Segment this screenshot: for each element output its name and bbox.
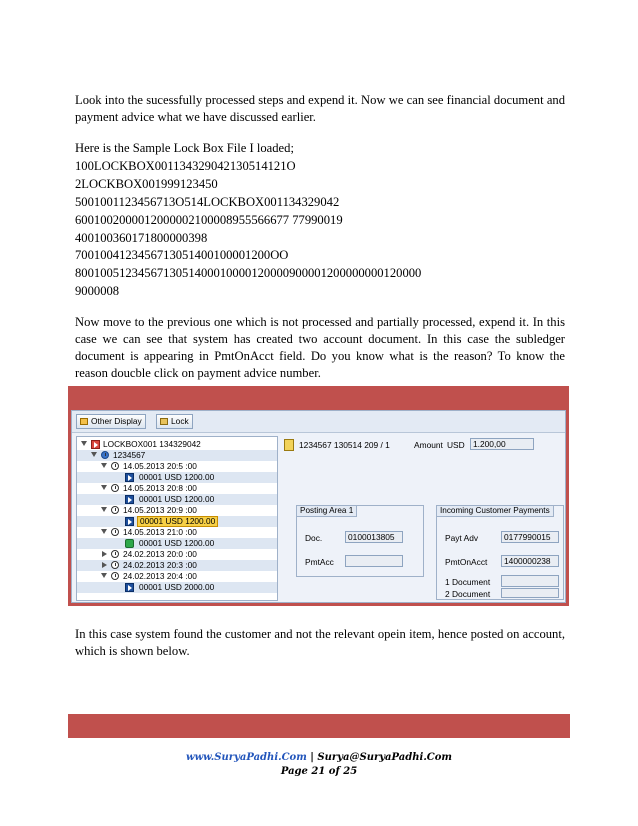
green-status-icon [125,539,134,548]
tree-node[interactable]: 14.05.2013 20:5 :00 [77,461,277,472]
intro-paragraph: Look into the sucessfully processed steps and expend it. Now we can see financial document and payment advice what we have discussed earlier. [75,93,565,124]
sample-line: 8001005123456713051400010000120000900001200000000120000 [75,266,422,281]
clock-icon [111,572,119,580]
clock-icon [111,484,119,492]
clock-icon [111,550,119,558]
display-icon [80,418,88,425]
tree-node[interactable]: 14.05.2013 20:8 :00 [77,483,277,494]
sap-toolbar [72,411,565,433]
lockbox-icon [91,440,100,449]
website-link[interactable]: www.SuryaPadhi.Com [185,752,307,763]
sample-line: 7001004123456713051400100001200OO [75,248,289,263]
explanation-paragraph: Now move to the previous one which is not processed and partially processed, expend it. In this case we can see that system has created two account document. In this case the subledger document is appearing in PmtOnAcct field. Do you know what is the reason? To know the reason doucble click on payment advice number. [75,315,565,380]
sample-line: 100LOCKBOX001134329042130514121O [75,158,296,173]
tree-node[interactable]: 14.05.2013 20:9 :00 [77,505,277,516]
doc1-label: 1 Document [445,577,491,587]
currency-label: USD [447,440,465,450]
amount-label: Amount [414,440,443,450]
expand-toggle-icon[interactable] [101,485,107,490]
sap-screenshot [68,386,569,606]
doc-field[interactable]: 0100013805 [345,531,403,543]
other-display-button[interactable]: Other Display [76,414,146,429]
tree-node[interactable]: 14.05.2013 21:0 :00 [77,527,277,538]
sap-window [71,410,566,603]
sample-line: 5001001123456713O514LOCKBOX001134329042 [75,194,340,209]
document-icon [284,439,294,451]
footer-line [0,752,638,763]
expand-toggle-icon[interactable] [101,507,107,512]
clock-icon [111,528,119,536]
document-icon [125,473,134,482]
email-link[interactable]: Surya@SuryaPadhi.Com [317,752,453,763]
footer-separator: | [306,752,318,763]
tree-node[interactable]: 00001 USD 1200.00 [77,472,277,483]
collapse-toggle-icon[interactable] [102,562,107,568]
tree-node[interactable]: 24.02.2013 20:0 :00 [77,549,277,560]
expand-toggle-icon[interactable] [101,573,107,578]
lockbox-tree [76,436,278,601]
paytadv-label: Payt Adv [445,533,479,543]
footer-bar [68,714,570,738]
tree-node[interactable]: 24.02.2013 20:3 :00 [77,560,277,571]
sample-intro: Here is the Sample Lock Box File I loaded; [75,141,294,155]
tree-node[interactable]: 00001 USD 1200.00 [77,538,277,549]
conclusion-paragraph: In this case system found the customer and not the relevant opein item, hence posted on account, which is shown below. [75,627,565,658]
collapse-toggle-icon[interactable] [102,551,107,557]
lock-icon [160,418,168,425]
doc1-field[interactable] [501,575,559,587]
posting-area-title: Posting Area 1 [296,505,357,517]
document-icon [125,583,134,592]
incoming-payments-title: Incoming Customer Payments [436,505,554,517]
sample-file-block [75,140,565,301]
page-number: Page 21 of 25 [280,766,358,777]
document-icon [125,495,134,504]
sample-line: 9000008 [75,284,120,299]
sample-line: 400100360171800000398 [75,230,208,245]
tree-node[interactable]: LOCKBOX001 134329042 [77,439,277,450]
expand-toggle-icon[interactable] [81,441,87,446]
clock-icon [111,561,119,569]
pmtonacct-field[interactable]: 1400000238 [501,555,559,567]
tree-node[interactable]: 1234567 [77,450,277,461]
payment-advice-header: 1234567 130514 209 / 1 [299,440,390,450]
clock-icon [111,506,119,514]
sample-line: 6001002000012000002100008955566677 77990019 [75,212,343,227]
expand-toggle-icon[interactable] [91,452,97,457]
amount-field[interactable]: 1.200,00 [470,438,534,450]
tree-node[interactable]: 24.02.2013 20:4 :00 [77,571,277,582]
globe-icon [101,451,109,459]
expand-toggle-icon[interactable] [101,529,107,534]
tree-node[interactable]: 00001 USD 2000.00 [77,582,277,593]
sample-line: 2LOCKBOX001999123450 [75,176,218,191]
clock-icon [111,462,119,470]
incoming-payments-group [436,505,564,600]
document-icon [125,517,134,526]
lock-button[interactable]: Lock [156,414,193,429]
pmtonacct-label: PmtOnAcct [445,557,488,567]
pmtacc-label: PmtAcc [305,557,334,567]
doc2-field[interactable] [501,588,559,598]
pmtacc-field[interactable] [345,555,403,567]
posting-area-group [296,505,424,577]
paytadv-field[interactable]: 0177990015 [501,531,559,543]
expand-toggle-icon[interactable] [101,463,107,468]
doc-label: Doc. [305,533,323,543]
tree-node-selected[interactable]: 00001 USD 1200.00 [77,516,277,527]
tree-node[interactable]: 00001 USD 1200.00 [77,494,277,505]
doc2-label: 2 Document [445,589,491,599]
